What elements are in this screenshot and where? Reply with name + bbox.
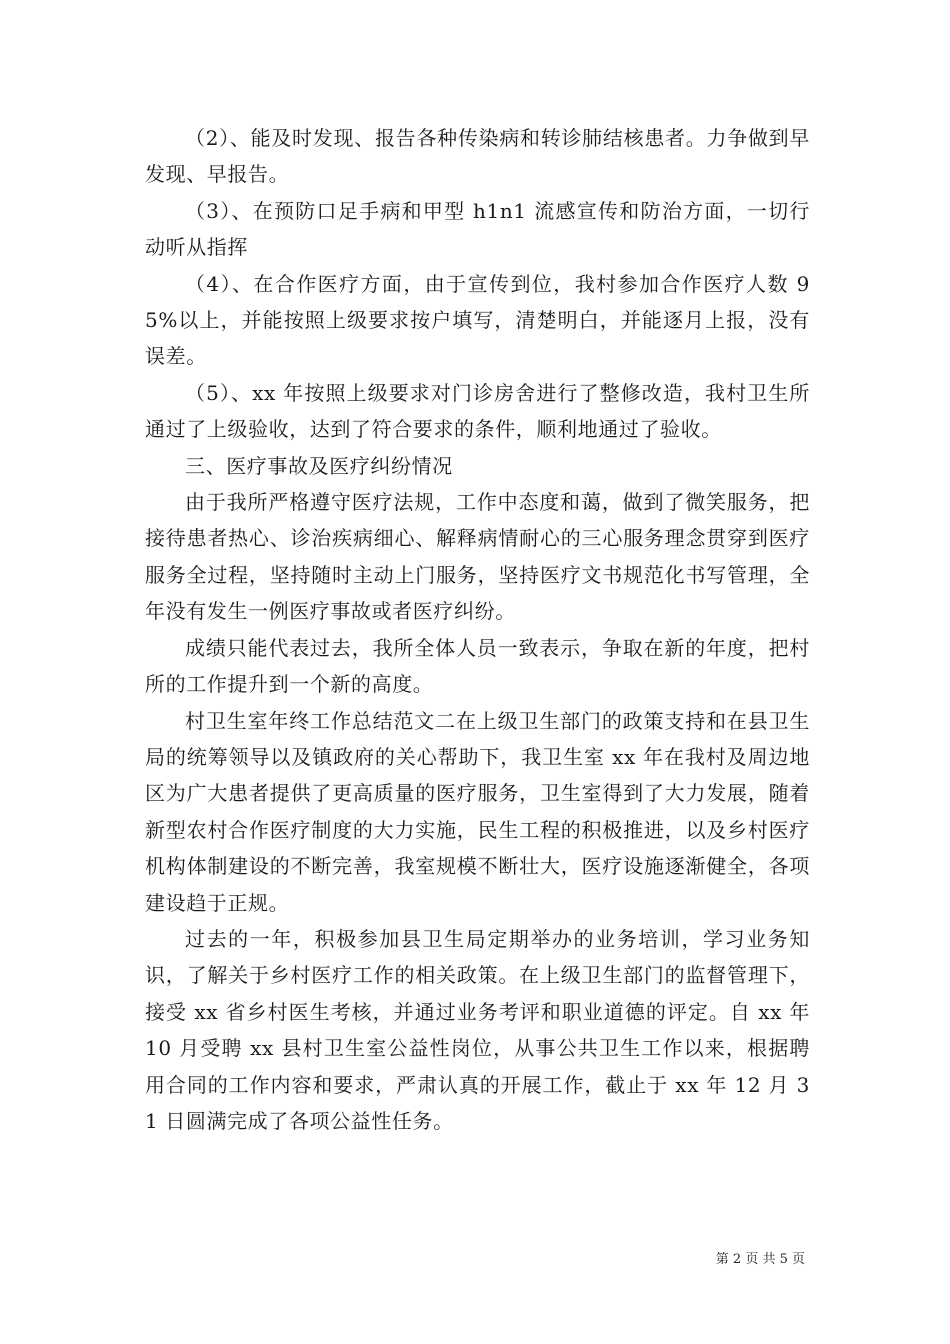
paragraph-item-5: （5）、xx 年按照上级要求对门诊房舍进行了整修改造，我村卫生所通过了上级验收，达到了符合要求的条件，顺利地通过了验收。 bbox=[145, 380, 810, 442]
paragraph-item-4: （4）、在合作医疗方面，由于宣传到位，我村参加合作医疗人数 95%以上，并能按照上级要求按户填写，清楚明白，并能逐月上报，没有误差。 bbox=[145, 271, 810, 369]
paragraph-item-2: （2）、能及时发现、报告各种传染病和转诊肺结核患者。力争做到早发现、早报告。 bbox=[145, 126, 810, 187]
paragraph-sample-two: 村卫生室年终工作总结范文二在上级卫生部门的政策支持和在县卫生局的统筹领导以及镇政府的关心帮助下，我卫生室 xx 年在我村及周边地区为广大患者提供了更高质量的医疗服务，卫生室得到了大力发展，随着新型农村合作医疗制度的大力实施，民生工程的积极推进，以及乡村医疗机构体制建设的不断完善，我室规模不断壮大，医疗设施逐渐健全，各项建设趋于正规。 bbox=[145, 708, 810, 915]
paragraph-medical-safety: 由于我所严格遵守医疗法规，工作中态度和蔼，做到了微笑服务，把接待患者热心、诊治疾病细心、解释病情耐心的三心服务理念贯穿到医疗服务全过程，坚持随时主动上门服务，坚持医疗文书规范化书写管理，全年没有发生一例医疗事故或者医疗纠纷。 bbox=[145, 490, 810, 624]
document-body bbox=[145, 120, 810, 1139]
page-number: 第 2 页 共 5 页 bbox=[715, 1252, 805, 1267]
paragraph-past-year: 过去的一年，积极参加县卫生局定期举办的业务培训，学习业务知识，了解关于乡村医疗工作的相关政策。在上级卫生部门的监督管理下，接受 xx 省乡村医生考核，并通过业务考评和职业道德的评定。自 xx 年 10 月受聘 xx 县村卫生室公益性岗位，从事公共卫生工作以来，根据聘用合同的工作内容和要求，严肃认真的开展工作，截止于 xx 年 12 月 31 日圆满完成了各项公益性任务。 bbox=[145, 926, 810, 1133]
paragraph-conclusion: 成绩只能代表过去，我所全体人员一致表示，争取在新的年度，把村所的工作提升到一个新的高度。 bbox=[145, 635, 810, 697]
section-heading: 三、医疗事故及医疗纠纷情况 bbox=[185, 453, 453, 478]
paragraph-item-3: （3）、在预防口足手病和甲型 h1n1 流感宣传和防治方面，一切行动听从指挥 bbox=[145, 198, 810, 260]
